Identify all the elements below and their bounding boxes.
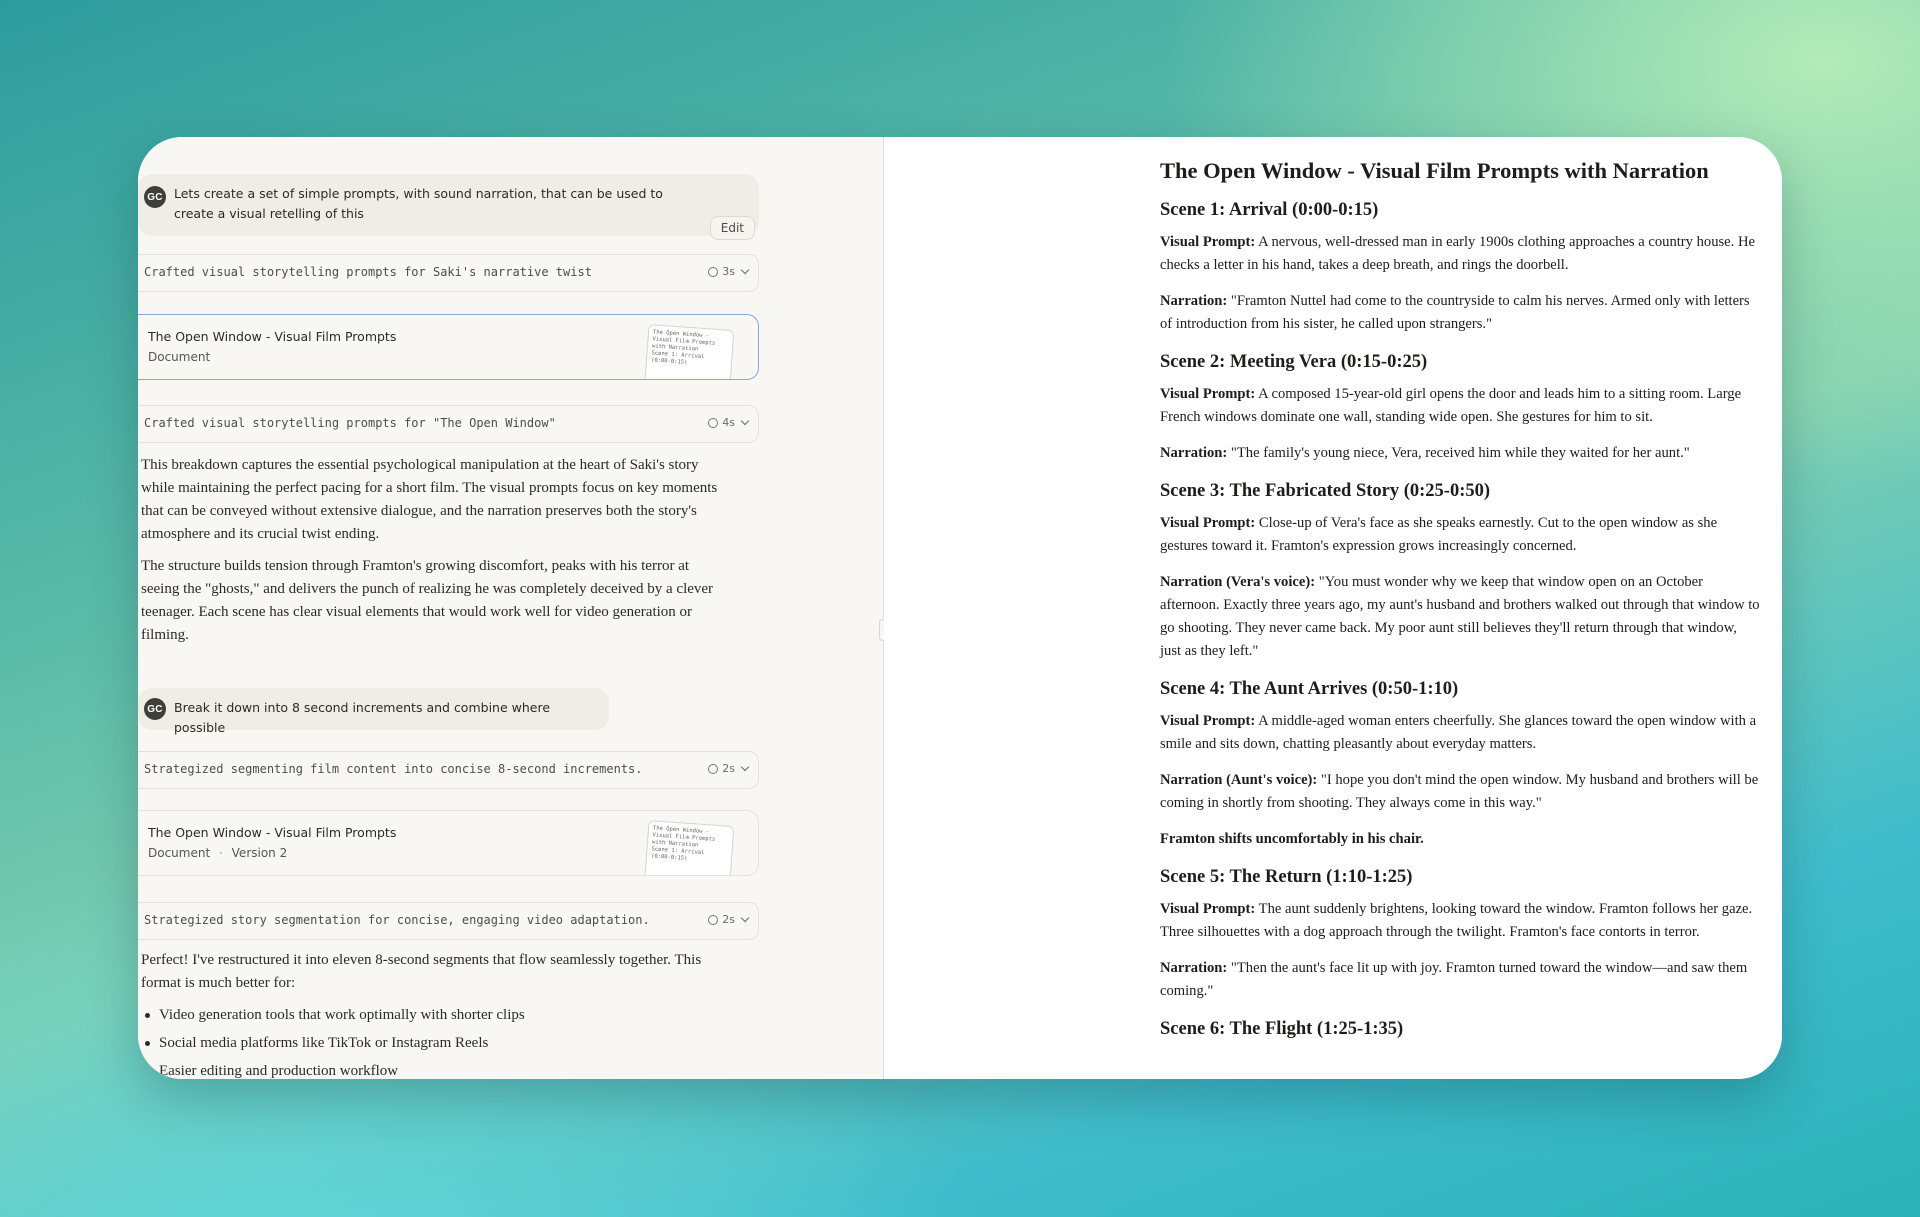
narration: Narration: "Then the aunt's face lit up with joy. Framton turned toward the window—and saw them coming."	[1160, 960, 1748, 999]
user-message-text: Lets create a set of simple prompts, with sound narration, that can be used to create a visual retelling of this	[174, 186, 663, 221]
thinking-summary[interactable]	[138, 902, 759, 940]
thinking-time	[708, 762, 748, 775]
response-paragraph: This breakdown captures the essential psychological manipulation at the heart of Saki's story while maintaining the perfect pacing for a short film. The visual prompts focus on key moments that can be conveyed without extensive dialogue, and the narration preserves both the story's atmosphere and its crucial twist ending.	[141, 457, 718, 542]
document-content	[1160, 155, 1760, 1050]
thumbnail-text: Scene 1: Arrival (0:00-0:15)	[650, 350, 705, 366]
clock-icon	[708, 764, 718, 774]
scene-heading: Scene 5: The Return (1:10-1:25)	[1160, 867, 1413, 887]
artifact-card[interactable]	[138, 314, 759, 380]
document-thumbnail	[644, 324, 735, 380]
user-message-text: Break it down into 8 second increments and combine where possible	[174, 700, 551, 735]
artifact-type-label: Document	[148, 846, 211, 860]
avatar: GC	[144, 698, 166, 720]
thinking-time	[708, 913, 748, 926]
thinking-duration: 4s	[722, 416, 735, 429]
thinking-duration: 2s	[722, 913, 735, 926]
visual-prompt: Visual Prompt: A nervous, well-dressed man in early 1900s clothing approaches a country house. He checks a letter in his hand, takes a deep breath, and rings the doorbell.	[1160, 234, 1755, 273]
list-item: Video generation tools that work optimally with shorter clips	[141, 1004, 731, 1027]
visual-prompt: Visual Prompt: A composed 15-year-old girl opens the door and leads him to a sitting room. Large French windows dominate one wall, standing wide open. She gestures for him to sit.	[1160, 386, 1742, 425]
thumbnail-text: The Open Window - Visual Film Prompts with Narration	[651, 825, 716, 849]
artifact-type: Document · Version 2	[148, 846, 288, 860]
list-item: Social media platforms like TikTok or Instagram Reels	[141, 1032, 731, 1055]
clock-icon	[708, 915, 718, 925]
document-title: The Open Window - Visual Film Prompts with Narration	[1160, 158, 1709, 183]
document-panel	[884, 137, 1782, 1079]
artifact-title: The Open Window - Visual Film Prompts	[148, 825, 397, 840]
narration: Narration (Aunt's voice): "I hope you don't mind the open window. My husband and brothers will be coming in shortly from shooting. They always come in this way."	[1160, 772, 1759, 811]
thinking-label: Crafted visual storytelling prompts for Saki's narrative twist	[144, 265, 592, 279]
narration: Narration (Vera's voice): "You must wonder why we keep that window open on an October afternoon. Exactly three years ago, my aunt's husband and brothers walked out through that window to go shooting. They never came back. My poor aunt still believes they'll return through that window, just as they left."	[1160, 574, 1760, 659]
chevron-down-icon	[741, 914, 749, 922]
clock-icon	[708, 418, 718, 428]
artifact-title: The Open Window - Visual Film Prompts	[148, 329, 397, 344]
thumbnail-text: Scene 1: Arrival (0:00-0:15)	[650, 846, 705, 862]
visual-prompt: Visual Prompt: A middle-aged woman enters cheerfully. She glances toward the open window with a smile and sits down, chatting pleasantly about everyday matters.	[1160, 713, 1757, 752]
artifact-type: Document	[148, 350, 211, 364]
edit-button[interactable]: Edit	[710, 216, 755, 240]
thumbnail-text: The Open Window - Visual Film Prompts with Narration	[651, 329, 716, 353]
thinking-time	[708, 416, 748, 429]
assistant-response	[141, 454, 731, 656]
scene-heading: Scene 3: The Fabricated Story (0:25-0:50)	[1160, 481, 1491, 501]
clock-icon	[708, 267, 718, 277]
assistant-response	[141, 949, 731, 1079]
scene-heading: Scene 4: The Aunt Arrives (0:50-1:10)	[1160, 679, 1459, 699]
response-bullet-list	[141, 1004, 731, 1079]
thinking-summary[interactable]	[138, 405, 759, 443]
thinking-label: Strategized segmenting film content into concise 8-second increments.	[144, 762, 643, 776]
user-message	[138, 688, 609, 735]
response-paragraph: Perfect! I've restructured it into eleven 8-second segments that flow seamlessly together. This format is much better for:	[141, 952, 702, 991]
scene-heading: Scene 2: Meeting Vera (0:15-0:25)	[1160, 352, 1428, 372]
visual-prompt: Visual Prompt: The aunt suddenly brightens, looking toward the window. Framton follows her gaze. Three silhouettes with a dog approach through the twilight. Framton's face contorts in terror.	[1160, 901, 1753, 940]
scene-heading: Scene 6: The Flight (1:25-1:35)	[1160, 1019, 1404, 1039]
list-item: Easier editing and production workflow	[141, 1060, 731, 1079]
thinking-duration: 2s	[722, 762, 735, 775]
document-thumbnail	[644, 820, 735, 876]
thinking-duration: 3s	[722, 265, 735, 278]
narration: Narration: "The family's young niece, Vera, received him while they waited for her aunt."	[1160, 445, 1690, 461]
thinking-summary[interactable]	[138, 751, 759, 789]
app-window	[138, 137, 1782, 1079]
stage-direction: Framton shifts uncomfortably in his chair.	[1160, 831, 1424, 847]
scene-heading: Scene 1: Arrival (0:00-0:15)	[1160, 200, 1379, 220]
chevron-down-icon	[741, 763, 749, 771]
user-message	[138, 174, 759, 236]
chevron-down-icon	[741, 417, 749, 425]
thinking-label: Crafted visual storytelling prompts for "The Open Window"	[144, 416, 556, 430]
visual-prompt: Visual Prompt: Close-up of Vera's face as she speaks earnestly. Cut to the open window as she gestures toward it. Framton's expression grows increasingly concerned.	[1160, 515, 1718, 554]
narration: Narration: "Framton Nuttel had come to the countryside to calm his nerves. Armed only with letters of introduction from his sister, he called upon strangers."	[1160, 293, 1750, 332]
artifact-card[interactable]	[138, 810, 759, 876]
thinking-summary[interactable]	[138, 254, 759, 292]
chat-panel	[138, 137, 883, 1079]
thinking-label: Strategized story segmentation for concise, engaging video adaptation.	[144, 913, 650, 927]
artifact-version: Version 2	[231, 846, 288, 860]
response-paragraph: The structure builds tension through Framton's growing discomfort, peaks with his terror at seeing the "ghosts," and delivers the punch of realizing he was completely deceived by a clever teenager. Each scene has clear visual elements that would work well for video generation or filming.	[141, 558, 714, 643]
avatar: GC	[144, 186, 166, 208]
thinking-time	[708, 265, 748, 278]
chevron-down-icon	[741, 266, 749, 274]
